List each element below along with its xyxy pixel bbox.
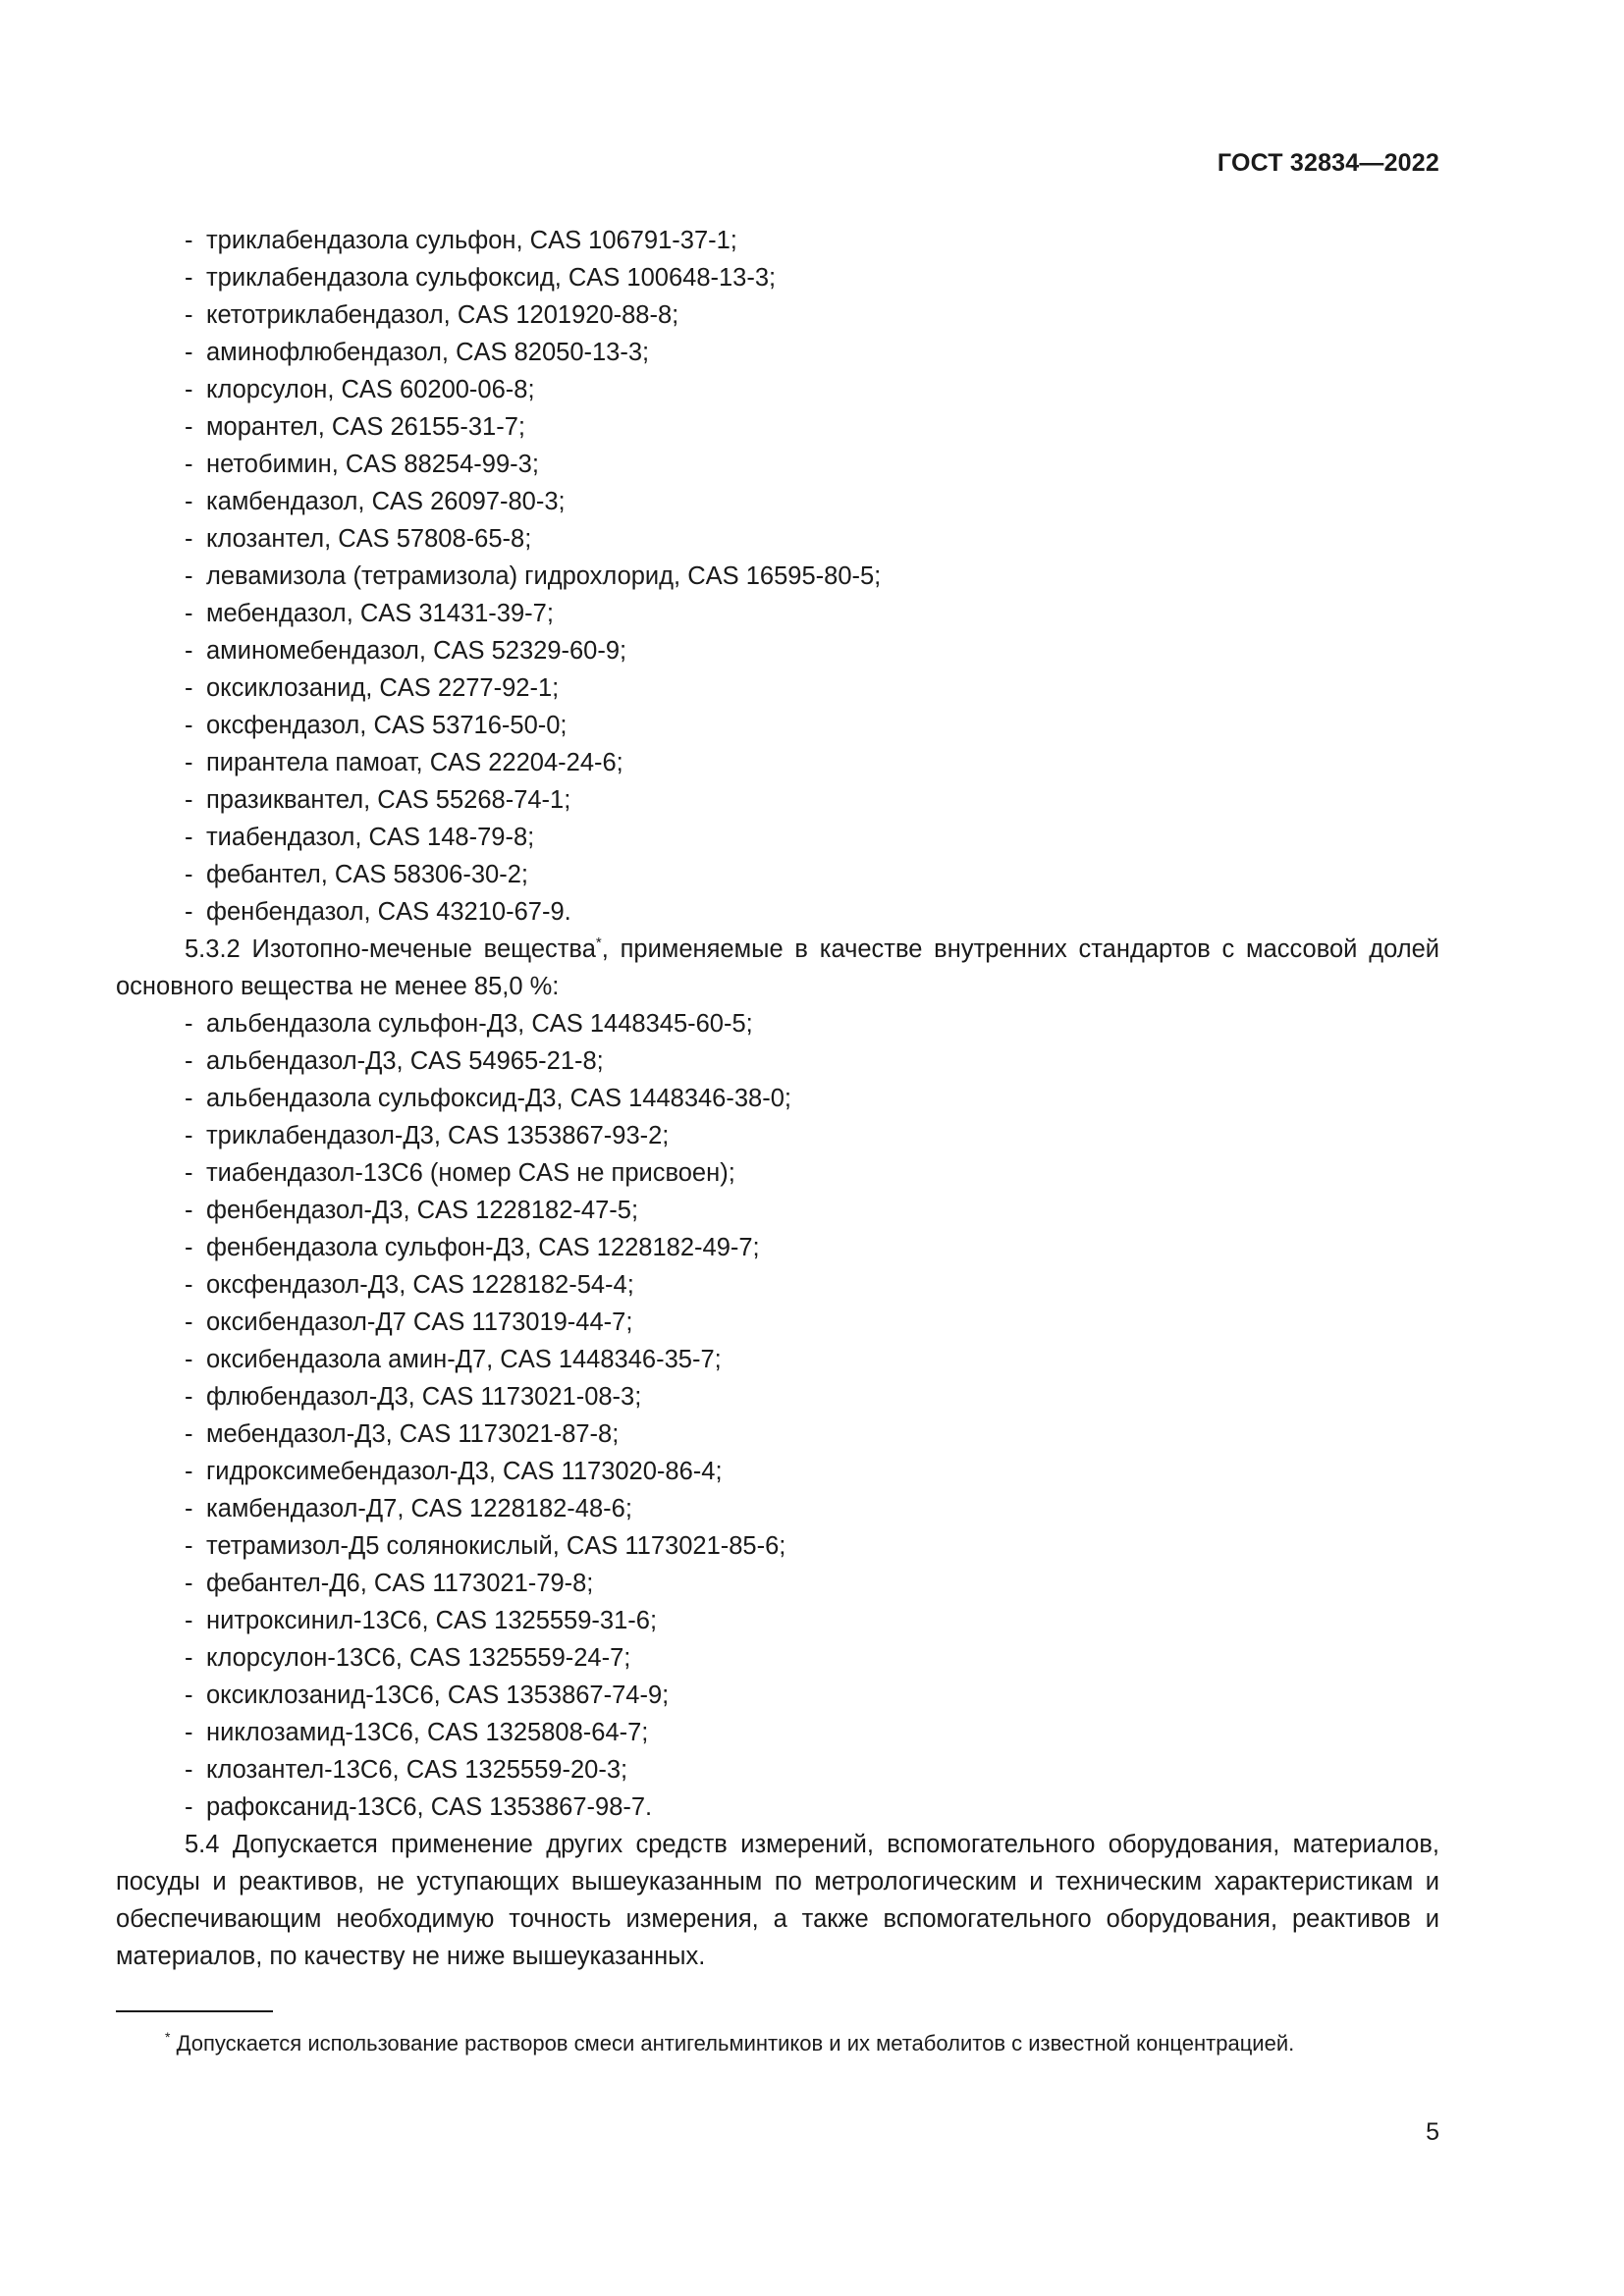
list-item: [116, 1490, 1439, 1527]
list-item-text: оксибендазола амин-Д7, CAS 1448346-35-7;: [206, 1346, 722, 1373]
list-item: [116, 744, 1439, 781]
list-bullet: -: [185, 451, 193, 478]
page-content: [116, 222, 1439, 1975]
list-item: [116, 1751, 1439, 1789]
list-item: [116, 1080, 1439, 1117]
list-item: [116, 1192, 1439, 1229]
list-bullet: -: [185, 525, 193, 553]
list-item-text: фенбендазол-Д3, CAS 1228182-47-5;: [206, 1197, 639, 1224]
footnote-mark: *: [595, 934, 602, 951]
list-item: [116, 558, 1439, 595]
list-bullet: -: [185, 1346, 193, 1373]
list-item: [116, 893, 1439, 931]
list-item-text: оксиклозанид, CAS 2277-92-1;: [206, 674, 560, 702]
list-item-text: левамизола (тетрамизола) гидрохлорид, CAS 16595-80-5;: [206, 562, 882, 590]
list-item: [116, 1602, 1439, 1639]
list-item-text: триклабендазола сульфоксид, CAS 100648-13-3;: [206, 264, 777, 292]
list-item: [116, 222, 1439, 259]
list-bullet: -: [185, 861, 193, 888]
footnote: [116, 2028, 1439, 2058]
list-bullet: -: [185, 1756, 193, 1784]
list-bullet: -: [185, 674, 193, 702]
section-5-3-2-lead: 5.3.2 Изотопно-меченые вещества: [185, 935, 596, 963]
list-bullet: -: [185, 1308, 193, 1336]
list-item: [116, 1042, 1439, 1080]
list-bullet: -: [185, 1122, 193, 1149]
list-item: [116, 1117, 1439, 1154]
list-item: [116, 446, 1439, 483]
list-item-text: клозантел-13С6, CAS 1325559-20-3;: [206, 1756, 628, 1784]
list-bullet: -: [185, 1682, 193, 1709]
list-bullet: -: [185, 1570, 193, 1597]
list-bullet: -: [185, 413, 193, 441]
list-item: [116, 1266, 1439, 1304]
list-item-text: тиабендазол, CAS 148-79-8;: [206, 824, 535, 851]
list-bullet: -: [185, 824, 193, 851]
list-item-text: рафоксанид-13С6, CAS 1353867-98-7.: [206, 1793, 653, 1821]
list-bullet: -: [185, 301, 193, 329]
list-bullet: -: [185, 1644, 193, 1672]
list-item-text: клорсулон, CAS 60200-06-8;: [206, 376, 535, 403]
list-item-text: фебантел, CAS 58306-30-2;: [206, 861, 528, 888]
list-item: [116, 856, 1439, 893]
list-item: [116, 1527, 1439, 1565]
list-bullet: -: [185, 1495, 193, 1522]
footnote-text: Допускается использование растворов смеси антигельминтиков и их метаболитов с известной концентрацией.: [170, 2031, 1295, 2056]
list-item-text: мебендазол, CAS 31431-39-7;: [206, 600, 554, 627]
section-5-4: 5.4 Допускается применение других средств измерений, вспомогательного оборудования, материалов, посуды и реактивов, не уступающих вышеуказанным по метрологическим и техническим характеристикам и обеспечивающим необходимую точность измерения, а также вспомогательного оборудования, реактивов и материалов, по качеству не ниже вышеуказанных.: [116, 1831, 1439, 1970]
list-bullet: -: [185, 712, 193, 739]
list-item-text: тиабендазол-13С6 (номер CAS не присвоен);: [206, 1159, 735, 1187]
list-bullet: -: [185, 1271, 193, 1299]
list-bullet: -: [185, 1719, 193, 1746]
list-item-text: кетотриклабендазол, CAS 1201920-88-8;: [206, 301, 679, 329]
list-item: [116, 1378, 1439, 1415]
section-5-3-2: [116, 931, 1439, 1005]
list-item: [116, 819, 1439, 856]
list-bullet: -: [185, 898, 193, 926]
list-bullet: -: [185, 1197, 193, 1224]
list-item: [116, 296, 1439, 334]
list-item-text: камбендазол-Д7, CAS 1228182-48-6;: [206, 1495, 632, 1522]
footnote-divider: [116, 2010, 273, 2012]
list-bullet: -: [185, 339, 193, 366]
list-item-text: оксфендазол-Д3, CAS 1228182-54-4;: [206, 1271, 634, 1299]
list-item: [116, 520, 1439, 558]
list-item: [116, 595, 1439, 632]
list-item-text: клозантел, CAS 57808-65-8;: [206, 525, 532, 553]
list-bullet: -: [185, 1085, 193, 1112]
list-item-text: мебендазол-Д3, CAS 1173021-87-8;: [206, 1420, 620, 1448]
list-item-text: камбендазол, CAS 26097-80-3;: [206, 488, 566, 515]
list-bullet: -: [185, 786, 193, 814]
list-item: [116, 669, 1439, 707]
list-bullet: -: [185, 264, 193, 292]
list-item: [116, 707, 1439, 744]
list-item-text: тетрамизол-Д5 солянокислый, CAS 1173021-85-6;: [206, 1532, 786, 1560]
list-bullet: -: [185, 749, 193, 776]
list-item: [116, 1341, 1439, 1378]
list-item-text: фенбендазола сульфон-Д3, CAS 1228182-49-7;: [206, 1234, 760, 1261]
list-item: [116, 1154, 1439, 1192]
list-item-text: альбендазола сульфон-Д3, CAS 1448345-60-5;: [206, 1010, 753, 1038]
list-bullet: -: [185, 1607, 193, 1634]
list-item: [116, 1005, 1439, 1042]
list-bullet: -: [185, 1383, 193, 1411]
list-item-text: фенбендазол, CAS 43210-67-9.: [206, 898, 571, 926]
list-bullet: -: [185, 1047, 193, 1075]
list-bullet: -: [185, 1532, 193, 1560]
list-bullet: -: [185, 1010, 193, 1038]
list-item-text: оксибендазол-Д7 CAS 1173019-44-7;: [206, 1308, 633, 1336]
list-bullet: -: [185, 1234, 193, 1261]
footnote-mark: *: [165, 2029, 171, 2045]
list-item: [116, 1789, 1439, 1826]
list-item: [116, 1565, 1439, 1602]
list-bullet: -: [185, 1159, 193, 1187]
list-bullet: -: [185, 376, 193, 403]
list-item: [116, 334, 1439, 371]
list-item-text: фебантел-Д6, CAS 1173021-79-8;: [206, 1570, 594, 1597]
list-item-text: альбендазол-Д3, CAS 54965-21-8;: [206, 1047, 604, 1075]
list-item-text: нитроксинил-13С6, CAS 1325559-31-6;: [206, 1607, 658, 1634]
list-item: [116, 408, 1439, 446]
list-item: [116, 259, 1439, 296]
list-item-text: клорсулон-13С6, CAS 1325559-24-7;: [206, 1644, 631, 1672]
list-item-text: морантел, CAS 26155-31-7;: [206, 413, 525, 441]
page-number: 5: [1426, 2118, 1439, 2146]
list-bullet: -: [185, 1458, 193, 1485]
list-item: [116, 1453, 1439, 1490]
section-5-3-2-text: , применяемые в качестве внутренних стандартов с массовой долей основного вещества не менее 85,0 %:: [116, 935, 1439, 1000]
isotope-standards-list: [116, 1005, 1439, 1826]
list-item: [116, 371, 1439, 408]
list-bullet: -: [185, 488, 193, 515]
list-item: [116, 1304, 1439, 1341]
list-bullet: -: [185, 637, 193, 665]
list-item-text: оксиклозанид-13С6, CAS 1353867-74-9;: [206, 1682, 670, 1709]
list-item: [116, 781, 1439, 819]
list-item: [116, 1677, 1439, 1714]
list-item-text: никлозамид-13С6, CAS 1325808-64-7;: [206, 1719, 649, 1746]
list-item: [116, 1714, 1439, 1751]
list-item-text: альбендазола сульфоксид-Д3, CAS 1448346-38-0;: [206, 1085, 791, 1112]
list-item-text: гидроксимебендазол-Д3, CAS 1173020-86-4;: [206, 1458, 723, 1485]
list-item-text: пирантела памоат, CAS 22204-24-6;: [206, 749, 623, 776]
list-item-text: флюбендазол-Д3, CAS 1173021-08-3;: [206, 1383, 642, 1411]
list-item-text: триклабендазола сульфон, CAS 106791-37-1;: [206, 227, 737, 254]
list-item-text: оксфендазол, CAS 53716-50-0;: [206, 712, 568, 739]
list-item: [116, 632, 1439, 669]
list-item-text: триклабендазол-Д3, CAS 1353867-93-2;: [206, 1122, 670, 1149]
reagent-list: [116, 222, 1439, 931]
list-item-text: празиквантел, CAS 55268-74-1;: [206, 786, 571, 814]
list-bullet: -: [185, 227, 193, 254]
list-bullet: -: [185, 1420, 193, 1448]
list-bullet: -: [185, 562, 193, 590]
list-item: [116, 483, 1439, 520]
list-item: [116, 1415, 1439, 1453]
list-item-text: нетобимин, CAS 88254-99-3;: [206, 451, 539, 478]
list-item-text: аминомебендазол, CAS 52329-60-9;: [206, 637, 627, 665]
list-item: [116, 1639, 1439, 1677]
list-item-text: аминофлюбендазол, CAS 82050-13-3;: [206, 339, 650, 366]
document-header: ГОСТ 32834—2022: [1217, 149, 1439, 177]
list-item: [116, 1229, 1439, 1266]
list-bullet: -: [185, 1793, 193, 1821]
list-bullet: -: [185, 600, 193, 627]
